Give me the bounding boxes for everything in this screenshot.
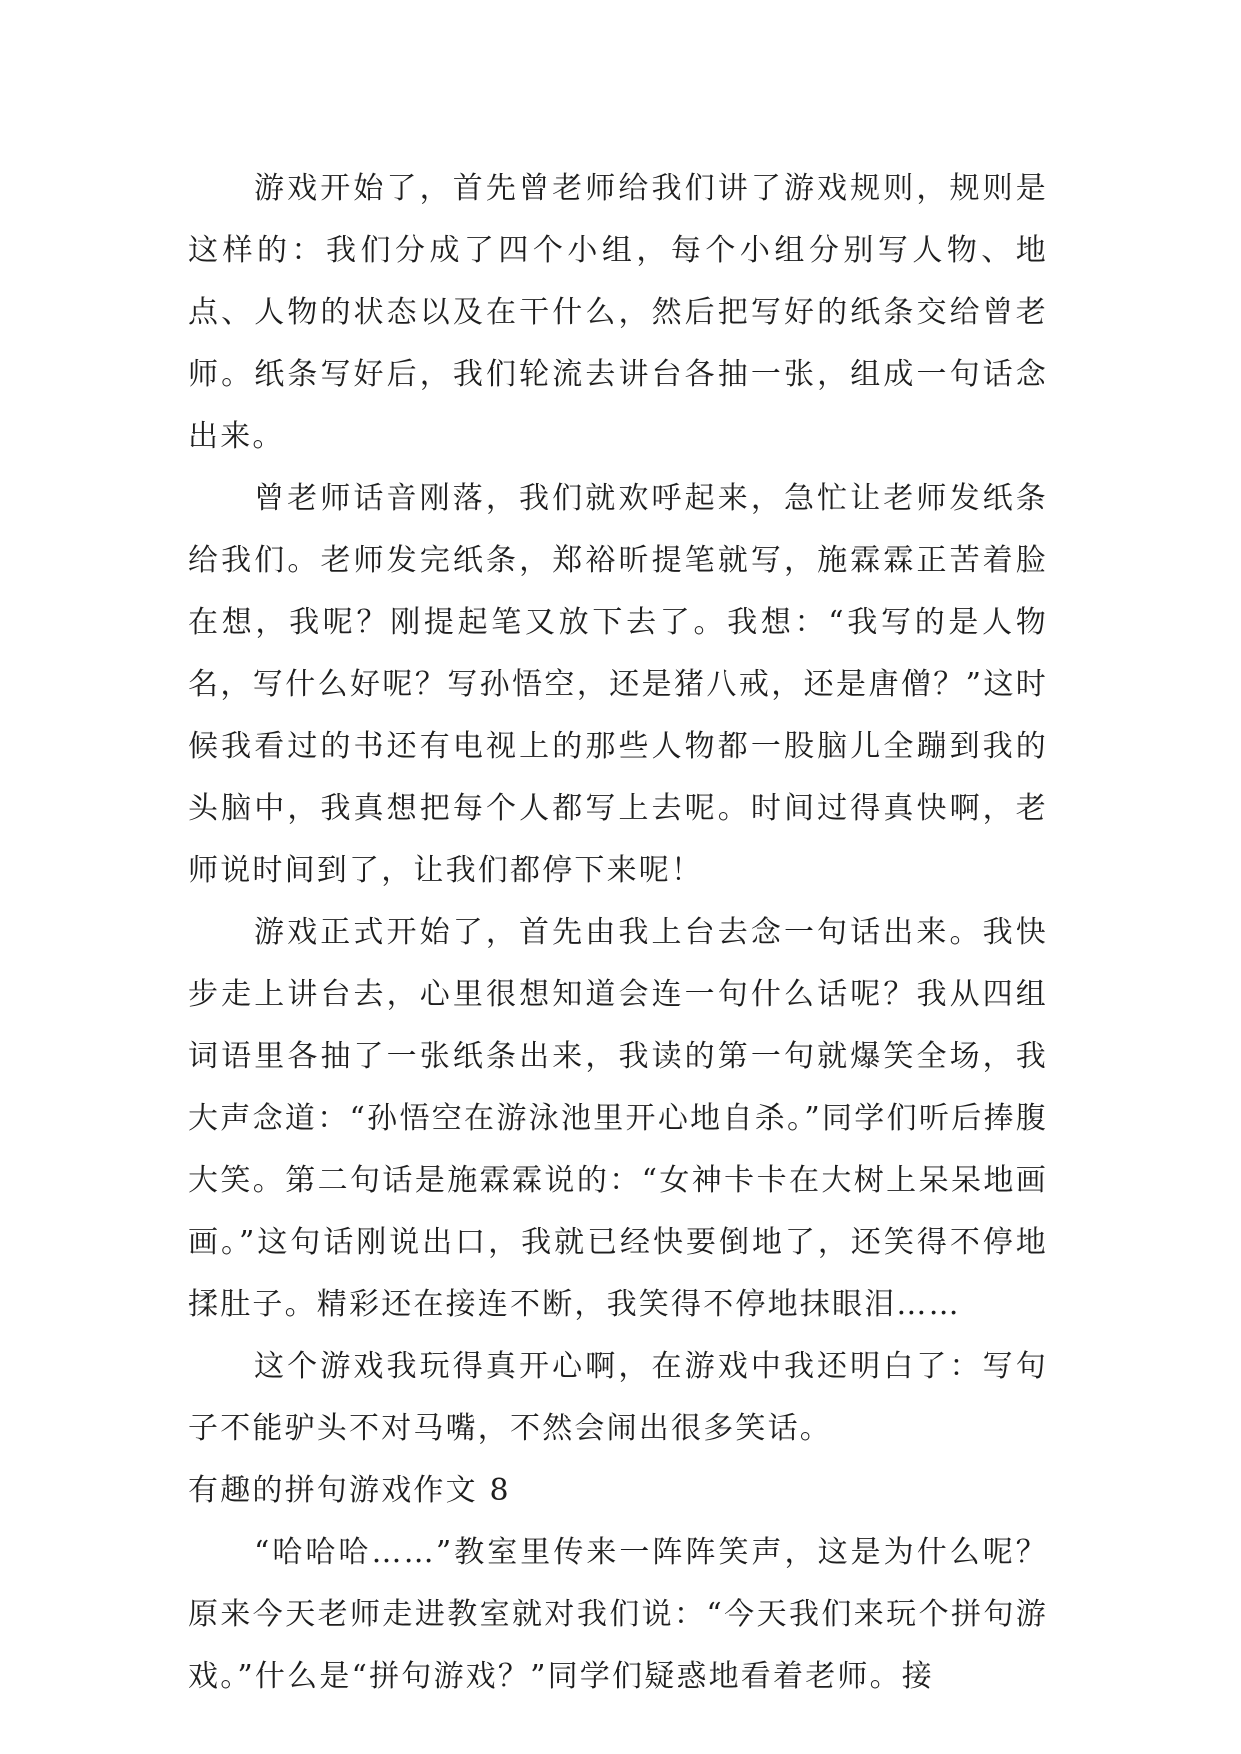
- paragraph-writing-notes: 曾老师话音刚落，我们就欢呼起来，急忙让老师发纸条给我们。老师发完纸条，郑裕昕提笔就写，施霖霖正苦着脸在想，我呢？刚提起笔又放下去了。我想：“我写的是人物名，写什么好呢？写孙悟空，还是猪八戒，还是唐僧？”这时候我看过的书还有电视上的那些人物都一股脑儿全蹦到我的头脑中，我真想把每个人都写上去呢。时间过得真快啊，老师说时间到了，让我们都停下来呢！: [188, 481, 1048, 888]
- paragraph-essay-8-intro: “哈哈哈……”教室里传来一阵阵笑声，这是为什么呢？原来今天老师走进教室就对我们说：“今天我们来玩个拼句游戏。”什么是“拼句游戏？”同学们疑惑地看着老师。接: [188, 1535, 1048, 1694]
- section-heading: 有趣的拼句游戏作文 8: [188, 1473, 511, 1508]
- paragraph-game-start: 游戏正式开始了，首先由我上台去念一句话出来。我快步走上讲台去，心里很想知道会连一句什么话呢？我从四组词语里各抽了一张纸条出来，我读的第一句就爆笑全场，我大声念道：“孙悟空在游泳池里开心地自杀。”同学们听后捧腹大笑。第二句话是施霖霖说的：“女神卡卡在大树上呆呆地画画。”这句话刚说出口，我就已经快要倒地了，还笑得不停地揉肚子。精彩还在接连不断，我笑得不停地抹眼泪……: [188, 915, 1048, 1322]
- document-body: [188, 158, 1048, 1708]
- paragraph-conclusion: 这个游戏我玩得真开心啊，在游戏中我还明白了：写句子不能驴头不对马嘴，不然会闹出很多笑话。: [188, 1349, 1048, 1446]
- paragraph-game-rules: 游戏开始了，首先曾老师给我们讲了游戏规则，规则是这样的：我们分成了四个小组，每个小组分别写人物、地点、人物的状态以及在干什么，然后把写好的纸条交给曾老师。纸条写好后，我们轮流去讲台各抽一张，组成一句话念出来。: [188, 171, 1048, 454]
